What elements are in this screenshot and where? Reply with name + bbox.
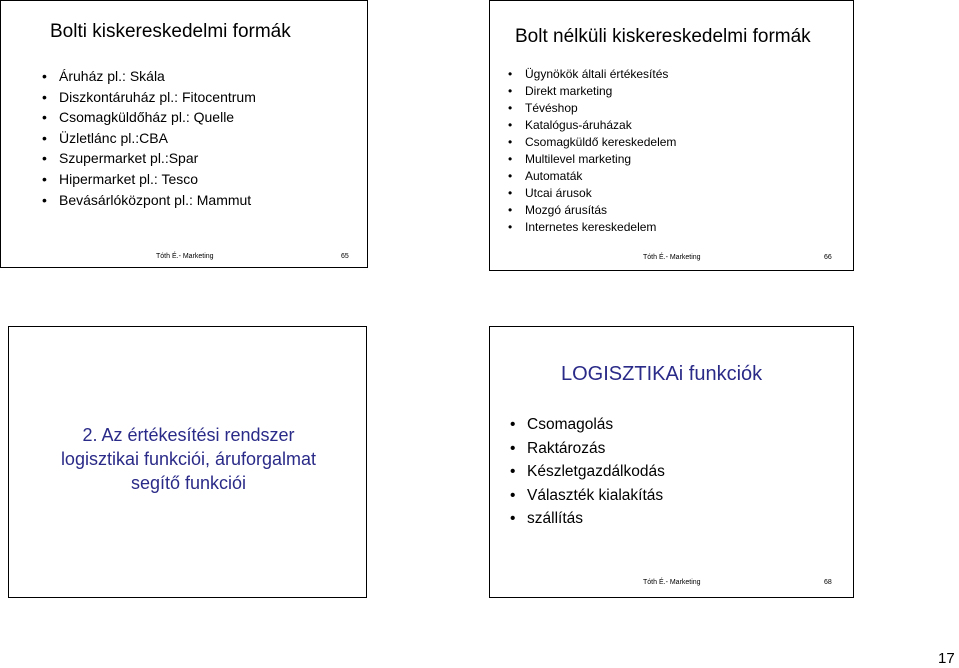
bullet-list (508, 66, 677, 236)
list-item: • Hipermarket pl.: Tesco (59, 169, 256, 190)
bullet-icon: • (510, 486, 516, 504)
list-item: • Ügynökök általi értékesítés (508, 67, 669, 81)
bullet-icon: • (42, 150, 47, 167)
list-item: • szállítás (527, 507, 665, 531)
bullet-icon: • (508, 135, 513, 149)
list-item: • Csomagolás (527, 413, 665, 437)
slide-title: LOGISZTIKAi funkciók (561, 363, 763, 385)
list-item: • Csomagküldő kereskedelem (508, 135, 677, 149)
bullet-icon: • (508, 169, 513, 183)
bullet-icon: • (42, 88, 47, 105)
bullet-icon: • (42, 170, 47, 187)
list-item: • Szupermarket pl.:Spar (59, 148, 256, 169)
list-item: • Mozgó árusítás (508, 203, 608, 217)
slide-title: Bolt nélküli kiskereskedelmi formák (515, 26, 811, 47)
page-number: 17 (938, 650, 955, 667)
bullet-icon: • (508, 118, 513, 132)
section-heading-line: 2. Az értékesítési rendszer (82, 425, 295, 445)
list-item: • Automaták (508, 169, 583, 183)
slide-footer-author: Tóth É.- Marketing (643, 579, 701, 586)
slide-footer-author: Tóth É.- Marketing (156, 253, 214, 260)
slide-logisztikai-funkciok (489, 326, 854, 598)
list-item: • Raktározás (527, 437, 665, 461)
bullet-icon: • (510, 439, 516, 457)
list-item: • Üzletlánc pl.:CBA (59, 128, 256, 149)
list-item: • Áruház pl.: Skála (59, 66, 256, 87)
bullet-icon: • (508, 203, 513, 217)
list-item: • Bevásárlóközpont pl.: Mammut (59, 190, 256, 211)
list-item: • Multilevel marketing (508, 152, 632, 166)
slide-footer-number: 65 (341, 253, 349, 260)
bullet-icon: • (42, 191, 47, 208)
list-item: • Internetes kereskedelem (508, 220, 657, 234)
bullet-icon: • (508, 186, 513, 200)
list-item: • Diszkontáruház pl.: Fitocentrum (59, 87, 256, 108)
bullet-icon: • (510, 416, 516, 433)
list-item: • Katalógus-áruházak (508, 118, 632, 132)
slide-bolt-nelkuli-formak (489, 0, 854, 271)
list-item: • Készletgazdálkodás (527, 460, 665, 484)
slide-footer-number: 66 (824, 254, 832, 261)
bullet-icon: • (510, 510, 516, 527)
bullet-list (42, 66, 256, 210)
list-item: • Utcai árusok (508, 186, 592, 200)
bullet-list (510, 413, 665, 531)
bullet-icon: • (42, 129, 47, 146)
bullet-icon: • (42, 68, 47, 84)
bullet-icon: • (508, 84, 513, 98)
section-heading (9, 423, 368, 495)
slide-section-heading (8, 326, 367, 598)
section-heading-line: logisztikai funkciói, áruforgalmat (60, 449, 317, 469)
bullet-icon: • (508, 220, 513, 234)
bullet-icon: • (508, 67, 513, 81)
list-item: • Választék kialakítás (527, 484, 665, 508)
slide-footer-number: 68 (824, 579, 832, 586)
slide-footer-author: Tóth É.- Marketing (643, 254, 701, 261)
slide-bolti-formak (0, 0, 368, 268)
list-item: • Direkt marketing (508, 84, 613, 98)
list-item: • Csomagküldőház pl.: Quelle (59, 107, 256, 128)
section-heading-line: segítő funkciói (130, 473, 247, 493)
slide-title: Bolti kiskereskedelmi formák (50, 21, 291, 42)
list-item: • Tévéshop (508, 101, 578, 115)
bullet-icon: • (42, 109, 47, 126)
bullet-icon: • (508, 152, 513, 166)
bullet-icon: • (508, 101, 513, 115)
bullet-icon: • (510, 463, 516, 480)
